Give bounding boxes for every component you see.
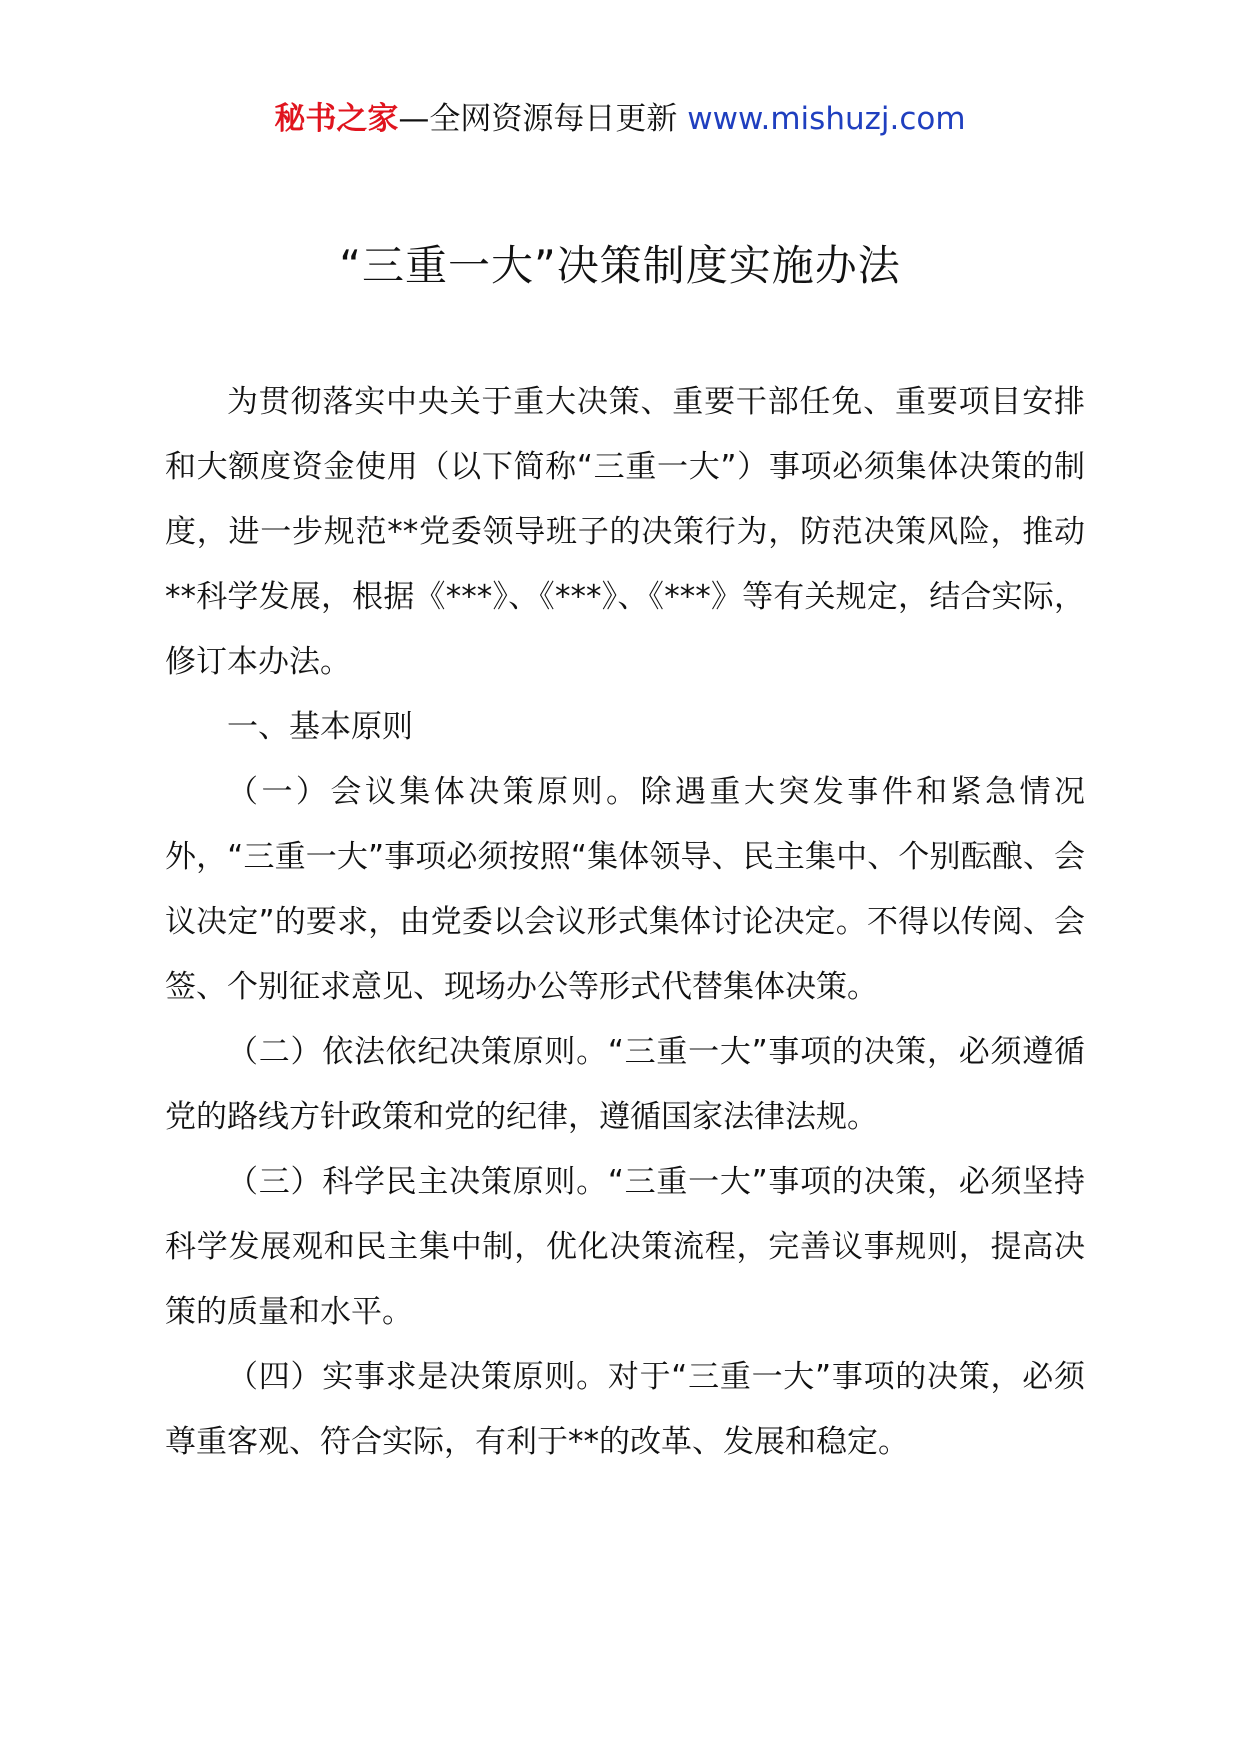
site-slogan: —全网资源每日更新 [398, 101, 688, 137]
paragraph-principle-2: （二）依法依纪决策原则。“三重一大”事项的决策，必须遵循党的路线方针政策和党的纪律，遵循国家法律法规。 [165, 1034, 1085, 1135]
site-header [0, 96, 1240, 142]
site-brand: 秘书之家 [274, 101, 399, 137]
paragraph-principle-3: （三）科学民主决策原则。“三重一大”事项的决策，必须坚持科学发展观和民主集中制，优化决策流程，完善议事规则，提高决策的质量和水平。 [165, 1164, 1085, 1330]
document-body [165, 370, 1085, 1475]
site-url-link[interactable]: www.mishuzj.com [687, 101, 966, 137]
section-heading-basic-principles: 一、基本原则 [227, 709, 413, 745]
paragraph-intro: 为贯彻落实中央关于重大决策、重要干部任免、重要项目安排和大额度资金使用（以下简称“三重一大”）事项必须集体决策的制度，进一步规范**党委领导班子的决策行为，防范决策风险，推动**科学发展，根据《***》、《***》、《***》等有关规定，结合实际，修订本办法。 [165, 384, 1085, 680]
document-title: “三重一大”决策制度实施办法 [339, 241, 901, 290]
paragraph-principle-4: （四）实事求是决策原则。对于“三重一大”事项的决策，必须尊重客观、符合实际，有利于**的改革、发展和稳定。 [165, 1359, 1085, 1460]
paragraph-principle-1: （一）会议集体决策原则。除遇重大突发事件和紧急情况外，“三重一大”事项必须按照“集体领导、民主集中、个别酝酿、会议决定”的要求，由党委以会议形式集体讨论决定。不得以传阅、会签、个别征求意见、现场办公等形式代替集体决策。 [165, 774, 1085, 1005]
